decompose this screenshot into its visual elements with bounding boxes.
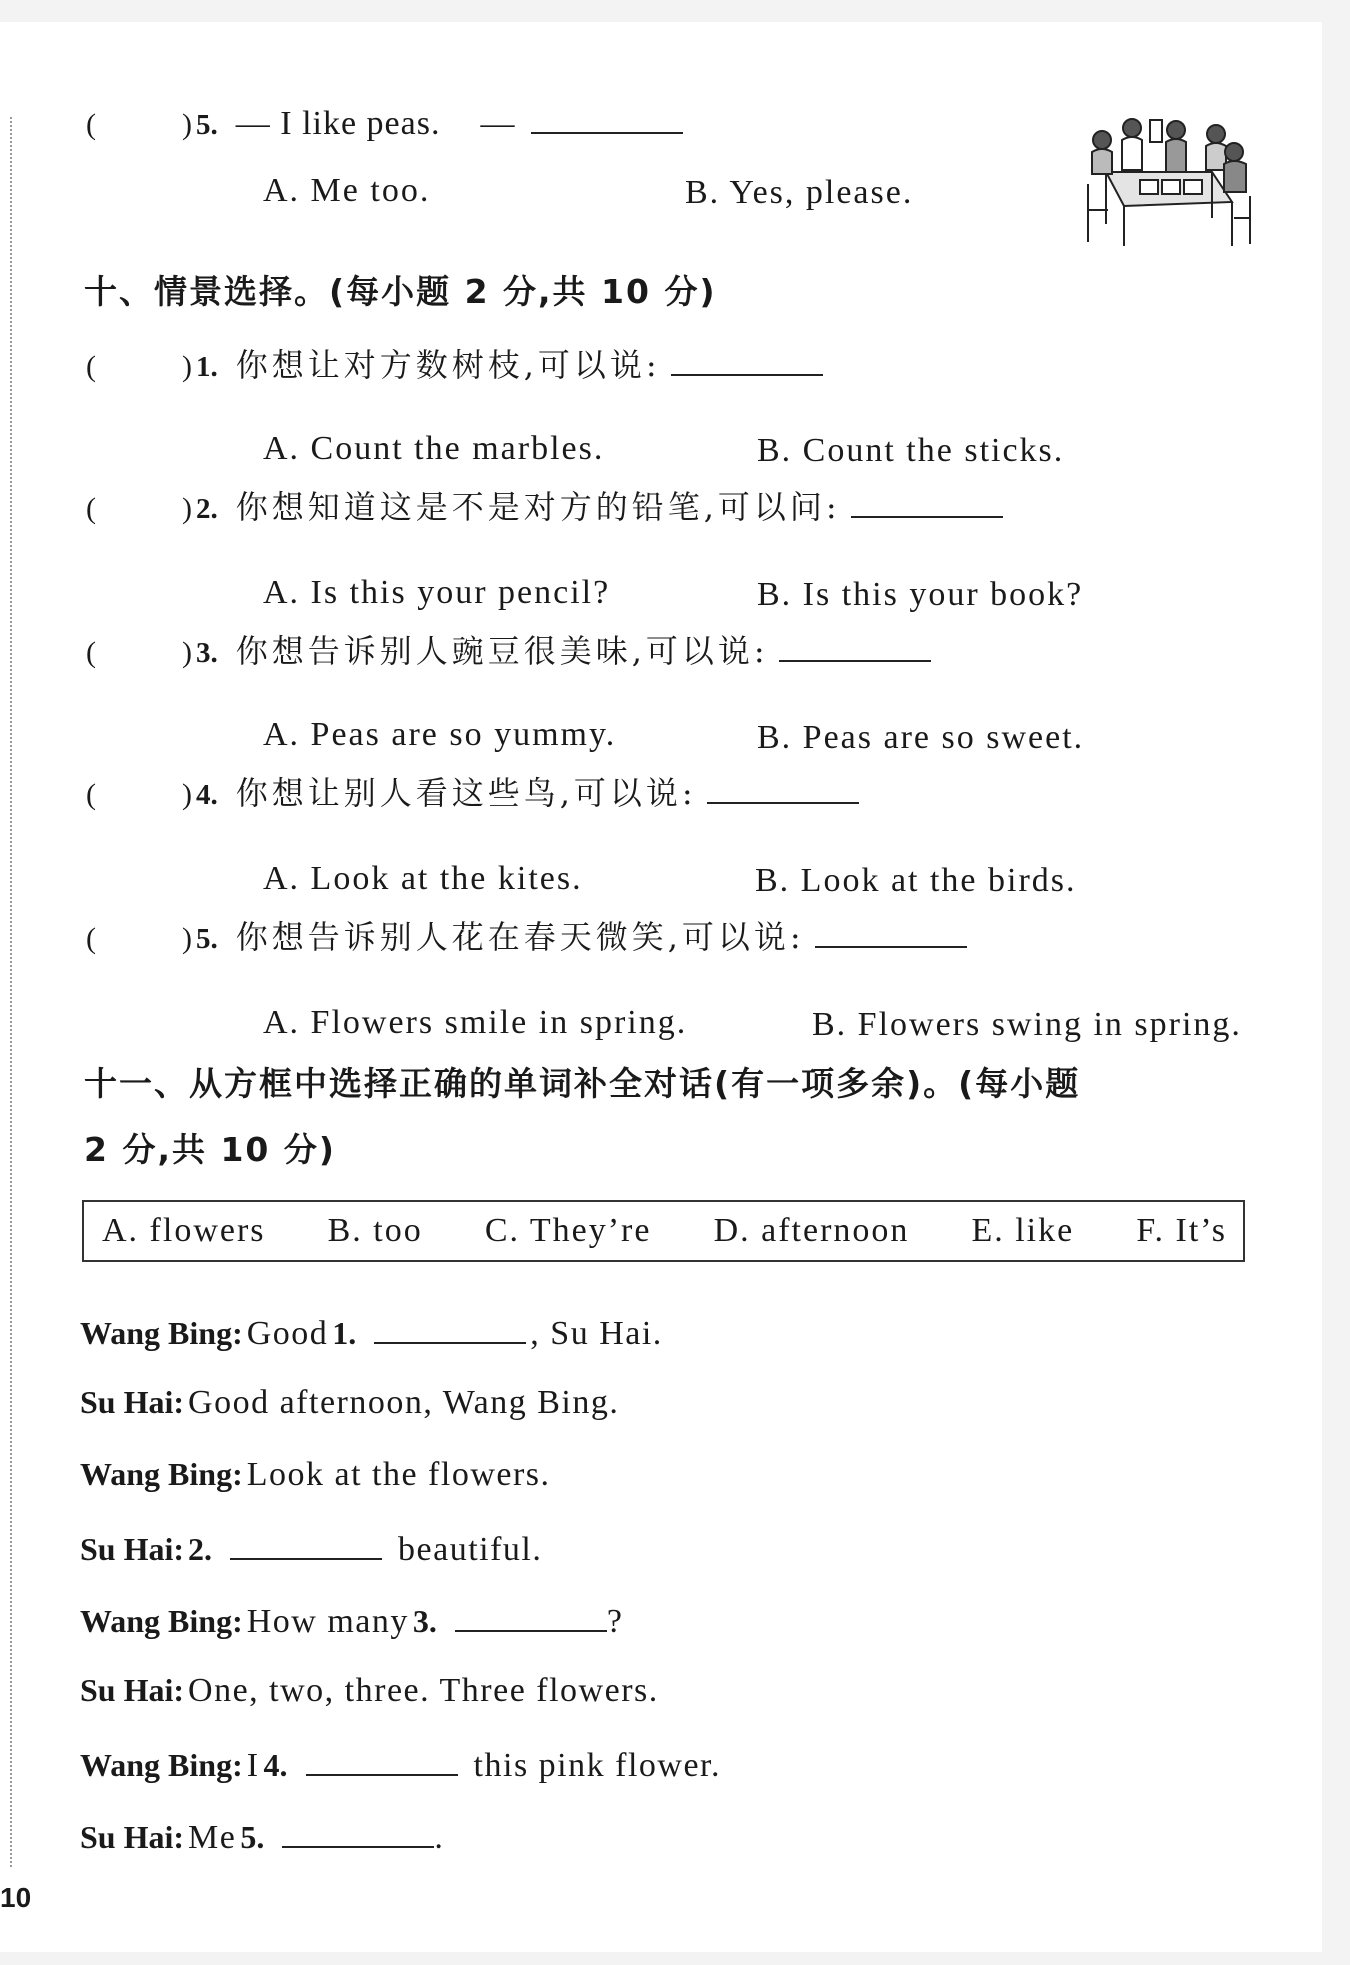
dialogue-line-1	[80, 1312, 663, 1353]
answer-blank[interactable]	[815, 916, 967, 948]
s9-q5-row	[86, 102, 683, 143]
answer-paren-open: (	[86, 108, 96, 141]
s10-q4-row	[86, 768, 859, 814]
s10-q4-option-a: A. Look at the kites.	[263, 860, 583, 897]
section-10-heading: 十、情景选择。(每小题 2 分,共 10 分)	[84, 272, 717, 311]
answer-paren-close: )	[182, 778, 192, 811]
word-bank-item: A. flowers	[102, 1212, 266, 1249]
word-bank-box	[82, 1200, 1245, 1262]
dialogue-blank-5[interactable]	[282, 1816, 434, 1848]
speaker-colon: :	[232, 1747, 243, 1783]
worksheet-page	[0, 22, 1322, 1952]
dialogue-line-2	[80, 1384, 619, 1422]
blank-number: 2.	[188, 1531, 213, 1567]
s9-q5-option-a: A. Me too.	[263, 172, 431, 209]
dialogue-line-6	[80, 1672, 659, 1710]
s10-q2-row	[86, 482, 1003, 528]
dialogue-blank-1[interactable]	[374, 1312, 526, 1344]
blank-number: 1.	[332, 1315, 357, 1351]
answer-paren-open: (	[86, 636, 96, 669]
question-number: 5.	[196, 923, 218, 955]
question-prompt: 你想让对方数树枝,可以说:	[235, 346, 661, 384]
speaker-name: Wang Bing	[80, 1315, 233, 1351]
answer-paren-close: )	[182, 108, 192, 141]
speaker-name: Su Hai	[80, 1672, 174, 1708]
question-number: 3.	[196, 637, 218, 669]
question-prompt: 你想告诉别人花在春天微笑,可以说:	[235, 918, 805, 956]
dialogue-text-after: ?	[606, 1603, 624, 1640]
speaker-name: Wang Bing	[80, 1456, 233, 1492]
speaker-colon: :	[232, 1456, 243, 1492]
dialogue-blank-2[interactable]	[230, 1528, 382, 1560]
dialogue-blank-3[interactable]	[455, 1600, 607, 1632]
speaker-colon: :	[232, 1603, 243, 1639]
dialogue-text-after: .	[434, 1819, 445, 1856]
word-bank-item: F. It’s	[1136, 1212, 1227, 1249]
s10-q3-option-a: A. Peas are so yummy.	[263, 716, 617, 753]
s10-q1-option-a: A. Count the marbles.	[263, 430, 605, 467]
speaker-colon: :	[173, 1531, 185, 1567]
question-number: 2.	[196, 493, 218, 525]
dialogue-text: Good afternoon, Wang Bing.	[188, 1384, 620, 1421]
speaker-colon: :	[173, 1672, 185, 1708]
word-bank-item: D. afternoon	[713, 1212, 910, 1249]
dialogue-line-4	[80, 1528, 542, 1569]
dialogue-text-after: , Su Hai.	[530, 1315, 663, 1352]
answer-paren-open: (	[86, 492, 96, 525]
word-bank-item: B. too	[327, 1212, 423, 1249]
question-number: 4.	[196, 779, 218, 811]
speaker-name: Su Hai	[80, 1384, 174, 1420]
s10-q5-option-b: B. Flowers swing in spring.	[812, 1006, 1242, 1043]
answer-paren-close: )	[182, 636, 192, 669]
dialogue-text-before: I	[246, 1747, 260, 1784]
reply-dash: —	[480, 105, 516, 142]
blank-number: 4.	[263, 1747, 288, 1783]
s10-q5-option-a: A. Flowers smile in spring.	[263, 1004, 688, 1041]
dialogue-text-after: beautiful.	[398, 1531, 543, 1568]
answer-blank[interactable]	[851, 486, 1003, 518]
page-number: 10	[0, 1882, 32, 1913]
question-prompt: — I like peas.	[235, 105, 441, 142]
answer-blank[interactable]	[707, 772, 859, 804]
dialogue-text: One, two, three. Three flowers.	[188, 1672, 659, 1709]
speaker-colon: :	[173, 1384, 185, 1420]
dialogue-line-7	[80, 1744, 721, 1785]
speaker-colon: :	[232, 1315, 243, 1351]
speaker-name: Su Hai	[80, 1531, 174, 1567]
dialogue-text-before: Me	[188, 1819, 237, 1856]
speaker-colon: :	[173, 1819, 185, 1855]
answer-paren-close: )	[182, 350, 192, 383]
dialogue-line-5	[80, 1600, 623, 1641]
s10-q1-option-b: B. Count the sticks.	[757, 432, 1065, 469]
speaker-name: Su Hai	[80, 1819, 174, 1855]
blank-number: 3.	[412, 1603, 437, 1639]
dialogue-line-8	[80, 1816, 444, 1857]
question-prompt: 你想知道这是不是对方的铅笔,可以问:	[235, 488, 841, 526]
dialogue-text-after: this pink flower.	[473, 1747, 721, 1784]
section-11-heading-line2: 2 分,共 10 分)	[84, 1130, 336, 1169]
s10-q2-option-a: A. Is this your pencil?	[263, 574, 611, 611]
question-number: 1.	[196, 351, 218, 383]
dialogue-blank-4[interactable]	[306, 1744, 458, 1776]
speaker-name: Wang Bing	[80, 1747, 233, 1783]
section-11-heading-line1: 十一、从方框中选择正确的单词补全对话(有一项多余)。(每小题	[84, 1064, 1081, 1103]
answer-paren-open: (	[86, 350, 96, 383]
question-number: 5.	[196, 109, 218, 141]
dialogue-text: Look at the flowers.	[246, 1456, 551, 1493]
s10-q2-option-b: B. Is this your book?	[757, 576, 1084, 613]
dialogue-text-before: Good	[246, 1315, 329, 1352]
dialogue-line-3	[80, 1456, 551, 1494]
answer-blank[interactable]	[531, 102, 683, 134]
word-bank-item: E. like	[971, 1212, 1075, 1249]
answer-blank[interactable]	[779, 630, 931, 662]
blank-number: 5.	[240, 1819, 265, 1855]
answer-paren-open: (	[86, 922, 96, 955]
children-at-table-illustration	[1084, 114, 1256, 254]
answer-paren-close: )	[182, 922, 192, 955]
s10-q3-row	[86, 626, 931, 672]
s10-q3-option-b: B. Peas are so sweet.	[757, 719, 1085, 756]
question-prompt: 你想让别人看这些鸟,可以说:	[235, 774, 697, 812]
speaker-name: Wang Bing	[80, 1603, 233, 1639]
word-bank-item: C. They’re	[484, 1212, 652, 1249]
question-prompt: 你想告诉别人豌豆很美味,可以说:	[235, 632, 769, 670]
s10-q5-row	[86, 912, 967, 958]
binding-margin-line	[10, 117, 12, 1867]
s9-q5-option-b: B. Yes, please.	[685, 174, 914, 211]
answer-blank[interactable]	[671, 344, 823, 376]
dialogue-text-before: How many	[246, 1603, 409, 1640]
s10-q1-row	[86, 340, 823, 386]
answer-paren-close: )	[182, 492, 192, 525]
s10-q4-option-b: B. Look at the birds.	[755, 862, 1077, 899]
answer-paren-open: (	[86, 778, 96, 811]
